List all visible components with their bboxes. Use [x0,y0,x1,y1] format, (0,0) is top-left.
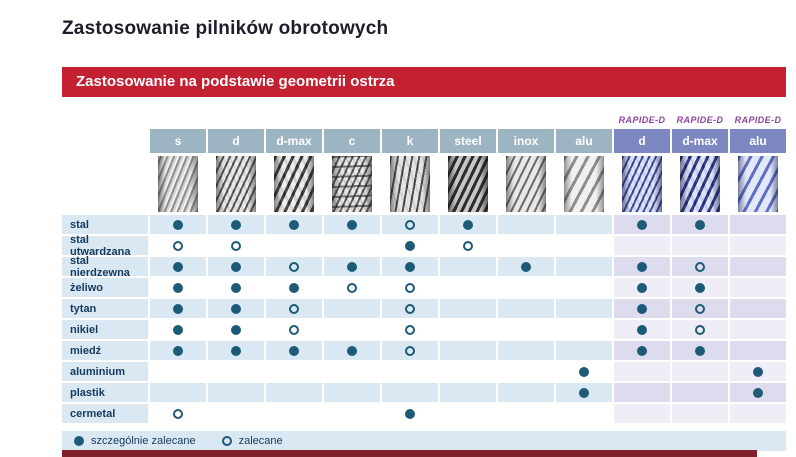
matrix-cell [498,299,554,318]
open-dot-icon [695,325,705,335]
matrix-cell [440,341,496,360]
open-dot-icon [463,241,473,251]
footer-bar [62,450,757,457]
matrix-cell [382,404,438,423]
row-label: cermetal [62,404,148,423]
page-title: Zastosowanie pilników obrotowych [62,18,389,39]
filled-dot-icon [173,262,183,272]
matrix-cell [440,299,496,318]
burr-image-cell-s [150,155,206,213]
open-dot-icon [289,304,299,314]
filled-dot-icon [695,346,705,356]
filled-dot-icon [637,283,647,293]
filled-dot-icon [173,346,183,356]
matrix-cell [614,341,670,360]
open-dot-icon [695,304,705,314]
matrix-cell [556,257,612,276]
matrix-cell [324,404,380,423]
matrix-cell [672,383,728,402]
open-dot-icon [222,436,232,446]
column-header-k: k [382,129,438,153]
matrix-cell [614,404,670,423]
matrix-cell [266,257,322,276]
filled-dot-icon [753,367,763,377]
matrix-cell [672,362,728,381]
matrix-cell [150,341,206,360]
matrix-cell [672,404,728,423]
rapide-row-spacer [324,111,380,127]
matrix-cell [498,257,554,276]
open-dot-icon [695,262,705,272]
matrix-cell [150,278,206,297]
matrix-cell [556,236,612,255]
column-header-steel: steel [440,129,496,153]
filled-dot-icon [173,283,183,293]
column-header-dmax_r: d-max [672,129,728,153]
filled-dot-icon [231,283,241,293]
open-dot-icon [173,409,183,419]
matrix-cell [440,278,496,297]
matrix-cell [498,383,554,402]
matrix-cell [556,383,612,402]
open-dot-icon [405,283,415,293]
matrix-cell [266,320,322,339]
matrix-cell [324,278,380,297]
matrix-cell [730,341,786,360]
matrix-cell [208,383,264,402]
burr-alu-cut-icon [564,156,604,212]
rapide-row-spacer [556,111,612,127]
matrix-cell [498,278,554,297]
column-header-dmax: d-max [266,129,322,153]
matrix-cell [208,257,264,276]
matrix-cell [266,383,322,402]
matrix-cell [614,362,670,381]
matrix-cell [266,404,322,423]
burr-image-cell-inox [498,155,554,213]
matrix-cell [672,278,728,297]
matrix-cell [672,299,728,318]
matrix-cell [382,362,438,381]
matrix-cell [730,383,786,402]
rapide-row-spacer [150,111,206,127]
section-banner [62,67,786,97]
rapide-row-spacer [62,111,148,127]
matrix-cell [556,320,612,339]
brand-label-rapide-d: RAPIDE-D [618,115,666,125]
matrix-cell [208,320,264,339]
matrix-cell [208,362,264,381]
row-label: stal [62,215,148,234]
matrix-cell [150,404,206,423]
legend-filled-label: szczególnie zalecane [91,435,196,447]
row-label: tytan [62,299,148,318]
matrix-cell [382,320,438,339]
matrix-cell [208,341,264,360]
filled-dot-icon [173,220,183,230]
matrix-cell [324,236,380,255]
brand-label-rapide-d: RAPIDE-D [734,115,782,125]
rapide-row-spacer [266,111,322,127]
open-dot-icon [173,241,183,251]
matrix-cell [324,215,380,234]
matrix-cell [730,320,786,339]
filled-dot-icon [231,220,241,230]
matrix-cell [672,236,728,255]
matrix-cell [614,236,670,255]
filled-dot-icon [695,220,705,230]
filled-dot-icon [347,262,357,272]
legend-open-label: zalecane [238,435,283,447]
matrix-cell [150,383,206,402]
matrix-cell [672,341,728,360]
matrix-cell [498,236,554,255]
rapide-row-spacer [382,111,438,127]
column-header-c: c [324,129,380,153]
column-header-alu_r: alu [730,129,786,153]
filled-dot-icon [579,388,589,398]
burr-steel-cut-icon [448,156,488,212]
open-dot-icon [405,220,415,230]
matrix-cell [266,341,322,360]
matrix-cell [324,299,380,318]
matrix-cell [556,404,612,423]
filled-dot-icon [347,220,357,230]
matrix-cell [614,215,670,234]
filled-dot-icon [231,346,241,356]
matrix-cell [614,257,670,276]
filled-dot-icon [405,409,415,419]
matrix-cell [672,215,728,234]
row-label: nikiel [62,320,148,339]
matrix-cell [266,278,322,297]
matrix-cell [150,215,206,234]
burr-image-cell-dmax [266,155,322,213]
matrix-cell [150,299,206,318]
matrix-cell [498,215,554,234]
column-header-s: s [150,129,206,153]
matrix-cell [556,341,612,360]
burr-rapide-alu-cut-icon [738,156,778,212]
open-dot-icon [405,304,415,314]
matrix-cell [730,404,786,423]
matrix-cell [266,215,322,234]
matrix-cell [556,299,612,318]
matrix-cell [730,236,786,255]
application-table [62,111,786,423]
matrix-cell [498,404,554,423]
matrix-cell [730,362,786,381]
matrix-cell [150,236,206,255]
burr-inox-cut-icon [506,156,546,212]
filled-dot-icon [347,346,357,356]
filled-dot-icon [405,262,415,272]
matrix-cell [324,383,380,402]
matrix-cell [150,362,206,381]
burr-coarse-cross-cut-icon [274,156,314,212]
matrix-cell [730,257,786,276]
filled-dot-icon [173,304,183,314]
row-label: żeliwo [62,278,148,297]
matrix-cell [382,383,438,402]
matrix-cell [440,236,496,255]
rapide-row-spacer [208,111,264,127]
row-label: stal nierdzewna [62,257,148,276]
section-banner-title: Zastosowanie na podstawie geometrii ostrza [76,73,395,90]
matrix-cell [440,257,496,276]
matrix-cell [498,341,554,360]
matrix-cell [208,299,264,318]
matrix-cell [324,320,380,339]
row-label: stal utwardzana [62,236,148,255]
legend-bar [62,431,786,451]
filled-dot-icon [463,220,473,230]
filled-dot-icon [231,304,241,314]
burr-image-cell-d_r [614,155,670,213]
column-header-inox: inox [498,129,554,153]
matrix-cell [440,404,496,423]
filled-dot-icon [289,346,299,356]
matrix-cell [672,257,728,276]
matrix-cell [382,236,438,255]
open-dot-icon [231,241,241,251]
matrix-cell [324,257,380,276]
matrix-cell [730,215,786,234]
row-label: plastik [62,383,148,402]
matrix-cell [324,362,380,381]
matrix-cell [208,278,264,297]
burr-image-cell-steel [440,155,496,213]
column-header-alu: alu [556,129,612,153]
matrix-cell [150,320,206,339]
header-row-spacer [62,129,148,153]
matrix-cell [556,215,612,234]
filled-dot-icon [231,262,241,272]
filled-dot-icon [637,262,647,272]
matrix-cell [208,236,264,255]
matrix-cell [556,278,612,297]
burr-image-cell-alu [556,155,612,213]
matrix-cell [208,215,264,234]
column-header-d_r: d [614,129,670,153]
matrix-cell [556,362,612,381]
filled-dot-icon [637,325,647,335]
column-header-d: d [208,129,264,153]
filled-dot-icon [289,283,299,293]
rapide-row-spacer [440,111,496,127]
filled-dot-icon [74,436,84,446]
burr-image-cell-k [382,155,438,213]
matrix-cell [440,362,496,381]
burr-image-cell-alu_r [730,155,786,213]
matrix-cell [382,341,438,360]
burr-rapide-coarse-cut-icon [680,156,720,212]
filled-dot-icon [695,283,705,293]
image-row-spacer [62,155,148,213]
filled-dot-icon [637,346,647,356]
matrix-cell [498,362,554,381]
open-dot-icon [347,283,357,293]
matrix-cell [324,341,380,360]
burr-cross-cut-icon [390,156,430,212]
burr-single-cut-icon [158,156,198,212]
row-label: aluminium [62,362,148,381]
matrix-cell [730,299,786,318]
filled-dot-icon [637,220,647,230]
open-dot-icon [289,262,299,272]
matrix-cell [730,278,786,297]
filled-dot-icon [521,262,531,272]
burr-image-cell-c [324,155,380,213]
filled-dot-icon [173,325,183,335]
matrix-cell [614,278,670,297]
burr-image-cell-d [208,155,264,213]
matrix-cell [440,215,496,234]
rapide-row-spacer [498,111,554,127]
burr-chipbreaker-cut-icon [332,156,372,212]
matrix-cell [266,362,322,381]
matrix-cell [672,320,728,339]
matrix-cell [382,215,438,234]
burr-rapide-double-cut-icon [622,156,662,212]
row-label: miedź [62,341,148,360]
filled-dot-icon [637,304,647,314]
filled-dot-icon [231,325,241,335]
filled-dot-icon [579,367,589,377]
open-dot-icon [405,325,415,335]
matrix-cell [150,257,206,276]
matrix-cell [266,236,322,255]
filled-dot-icon [405,241,415,251]
matrix-cell [440,320,496,339]
matrix-cell [614,383,670,402]
open-dot-icon [289,325,299,335]
filled-dot-icon [753,388,763,398]
matrix-cell [382,299,438,318]
matrix-cell [382,278,438,297]
burr-double-cut-icon [216,156,256,212]
matrix-cell [266,299,322,318]
matrix-cell [382,257,438,276]
matrix-cell [614,299,670,318]
brand-label-rapide-d: RAPIDE-D [676,115,724,125]
matrix-cell [440,383,496,402]
matrix-cell [614,320,670,339]
filled-dot-icon [289,220,299,230]
burr-image-cell-dmax_r [672,155,728,213]
matrix-cell [208,404,264,423]
matrix-cell [498,320,554,339]
open-dot-icon [405,346,415,356]
